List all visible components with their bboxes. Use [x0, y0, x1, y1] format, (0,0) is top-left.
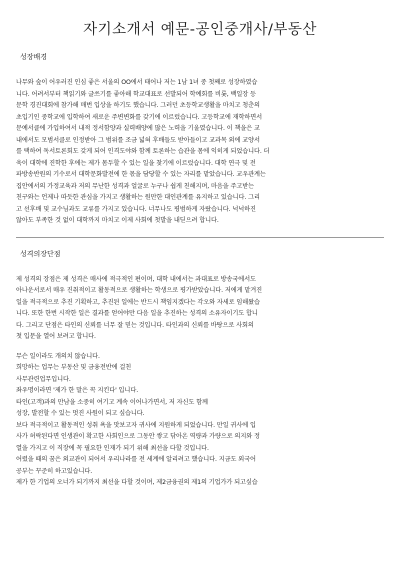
text-line: 무슨 일이라도 개의치 않습니다.	[16, 352, 100, 360]
paragraph	[16, 351, 384, 489]
paragraph	[16, 274, 384, 343]
text-line: 고 선후배 및 교수님과도 교류를 가지고 있습니다. 너무나도 평범하게 자랐습니다. 넉넉하진	[16, 205, 256, 213]
text-line: 제 성격의 장점은 제 성격은 매사에 적극적인 편이며, 대학 내에서는 과대표로 방송국에서도	[16, 275, 256, 283]
text-line: 문예서클에 가입하여서 내적 정서함양과 실력배양에 많은 노력을 기울였습니다. 이 책을은 교	[16, 125, 260, 132]
text-line: 문학 경진대회에 참가해 매번 입상을 하기도 했습니다. 그러던 초등학교생활을 마치고 청춘의	[16, 102, 260, 109]
text-line: 일을 적극적으로 추진 기획하고, 추진된 일에는 반드시 책임지겠다는 각오와 자세로 임해왔습	[16, 298, 260, 306]
text-line: 니다. 어려서부터 책읽기와 글쓰기를 좋아해 학교대표로 선발되어 학예회를 비롯, 백일장 등	[16, 90, 256, 98]
text-line: 내에서도 모범서클로 인정받아 그 범위를 조금 넓혀 후배들도 받아들이고 교과목 외에 교양서	[16, 136, 260, 144]
text-line: 보다 적극적이고 활동적인 성취 욕을 맛보고자 귀사에 지원하게 되었습니다. 만일 귀사에 입	[16, 421, 256, 429]
text-line: 나무와 숲이 어우러진 인심 좋은 서울의 OO에서 태어나 저는 1남 1녀 중 첫째로 성장하였습	[16, 79, 258, 86]
text-line: 욱이 대학에 진학한 후에는 제가 몸두할 수 있는 일을 찾기에 이르렀습니다. 대학 연극 및 전	[16, 159, 256, 167]
text-line: 사가 허락된다면 인생관이 확고한 사회인으로 그동안 쌓고 닦아온 역량과 가량으로 의지와 정	[16, 433, 260, 440]
text-line: 사무관련업무입니다.	[16, 375, 71, 383]
text-line: 희망하는 업무는 부동산 및 금융전반에 걸친	[16, 364, 132, 371]
text-line: 타인(고객)과의 만남을 소중히 여기고 계속 이어나가면서, 저 자신도 함께	[16, 398, 208, 406]
text-line: 좌우명이라면 '제가 한 말은 꼭 지킨다' 입니다.	[16, 387, 139, 394]
section-heading-personality: 성격의장단점	[20, 249, 61, 258]
text-line: 성장, 발전할 수 있는 멋진 사원이 되고 싶습니다.	[16, 410, 145, 417]
text-line: 않아도 부족한 것 없이 대학까지 마치고 이제 사회에 첫발을 내딛으려 합니다.	[16, 217, 219, 224]
text-line: 제가 한 기업의 오너가 되기까지 최선을 다할 것이며, 제2금융권의 제1의 기업가가 되고싶습	[16, 479, 258, 486]
text-line: 초입기인 중학교에 입학하여 새로운 주변변화를 갖기에 이르렀습니다. 고등학교에 재학하면서	[16, 113, 263, 121]
text-line: 아나운서로서 매우 진취적이고 활동적으로 생활하는 학생으로 평가받았습니다. 저에게 맡겨진	[16, 287, 263, 294]
text-line: 집안에서의 가정교육과 저의 무난한 성격과 얼굴로 누구나 쉽게 친해지며, 마음을 주고받는	[16, 182, 254, 190]
text-line: 친구와는 언제나 따듯한 관심을 가지고 생활하는 원만한 대인관계를 유지하고 있습니다. 그리	[16, 194, 260, 201]
section-growth-background	[16, 53, 384, 227]
section-heading-growth-background: 성장배경	[20, 53, 48, 61]
text-line: 어렸을 때의 꿈은 외교관이 되어서 우리나라를 전 세계에 알리려고 했습니다. 지금도 외국어	[16, 456, 256, 463]
section-personality	[16, 250, 384, 489]
paragraph	[16, 77, 384, 227]
text-line: 를 택하여 독서토론회도 갖게 되어 인격도야와 함께 토론하는 습관을 몸에 익히게 되었습니다. 더	[16, 148, 270, 155]
text-line: 파방송반원의 기수로서 대학문화발전에 한 몫을 담당할 수 있는 자리를 맡았습니다. 교우관계는	[16, 171, 266, 178]
text-line: 니다. 또한 한번 시작한 일은 결과를 얻어야만 다음 일을 추진하는 성격의 소유자이기도 합니	[16, 310, 258, 317]
text-line: 다. 그리고 단점은 타인의 신뢰를 너무 잘 믿는 것입니다. 타인과의 신뢰를 바탕으로 사회의	[16, 321, 254, 329]
text-line: 공부는 꾸준히 하고있습니다.	[16, 467, 93, 475]
text-line: 첫 입문을 열어 보려고 합니다.	[16, 333, 96, 340]
document-title: 자기소개서 예문-공인중개사/부동산	[83, 22, 317, 38]
section-divider	[16, 237, 384, 238]
text-line: 열을 가지고 이 직장에 꼭 필요한 인재가 되기 위해 최선을 다할 것입니다.	[16, 444, 209, 452]
